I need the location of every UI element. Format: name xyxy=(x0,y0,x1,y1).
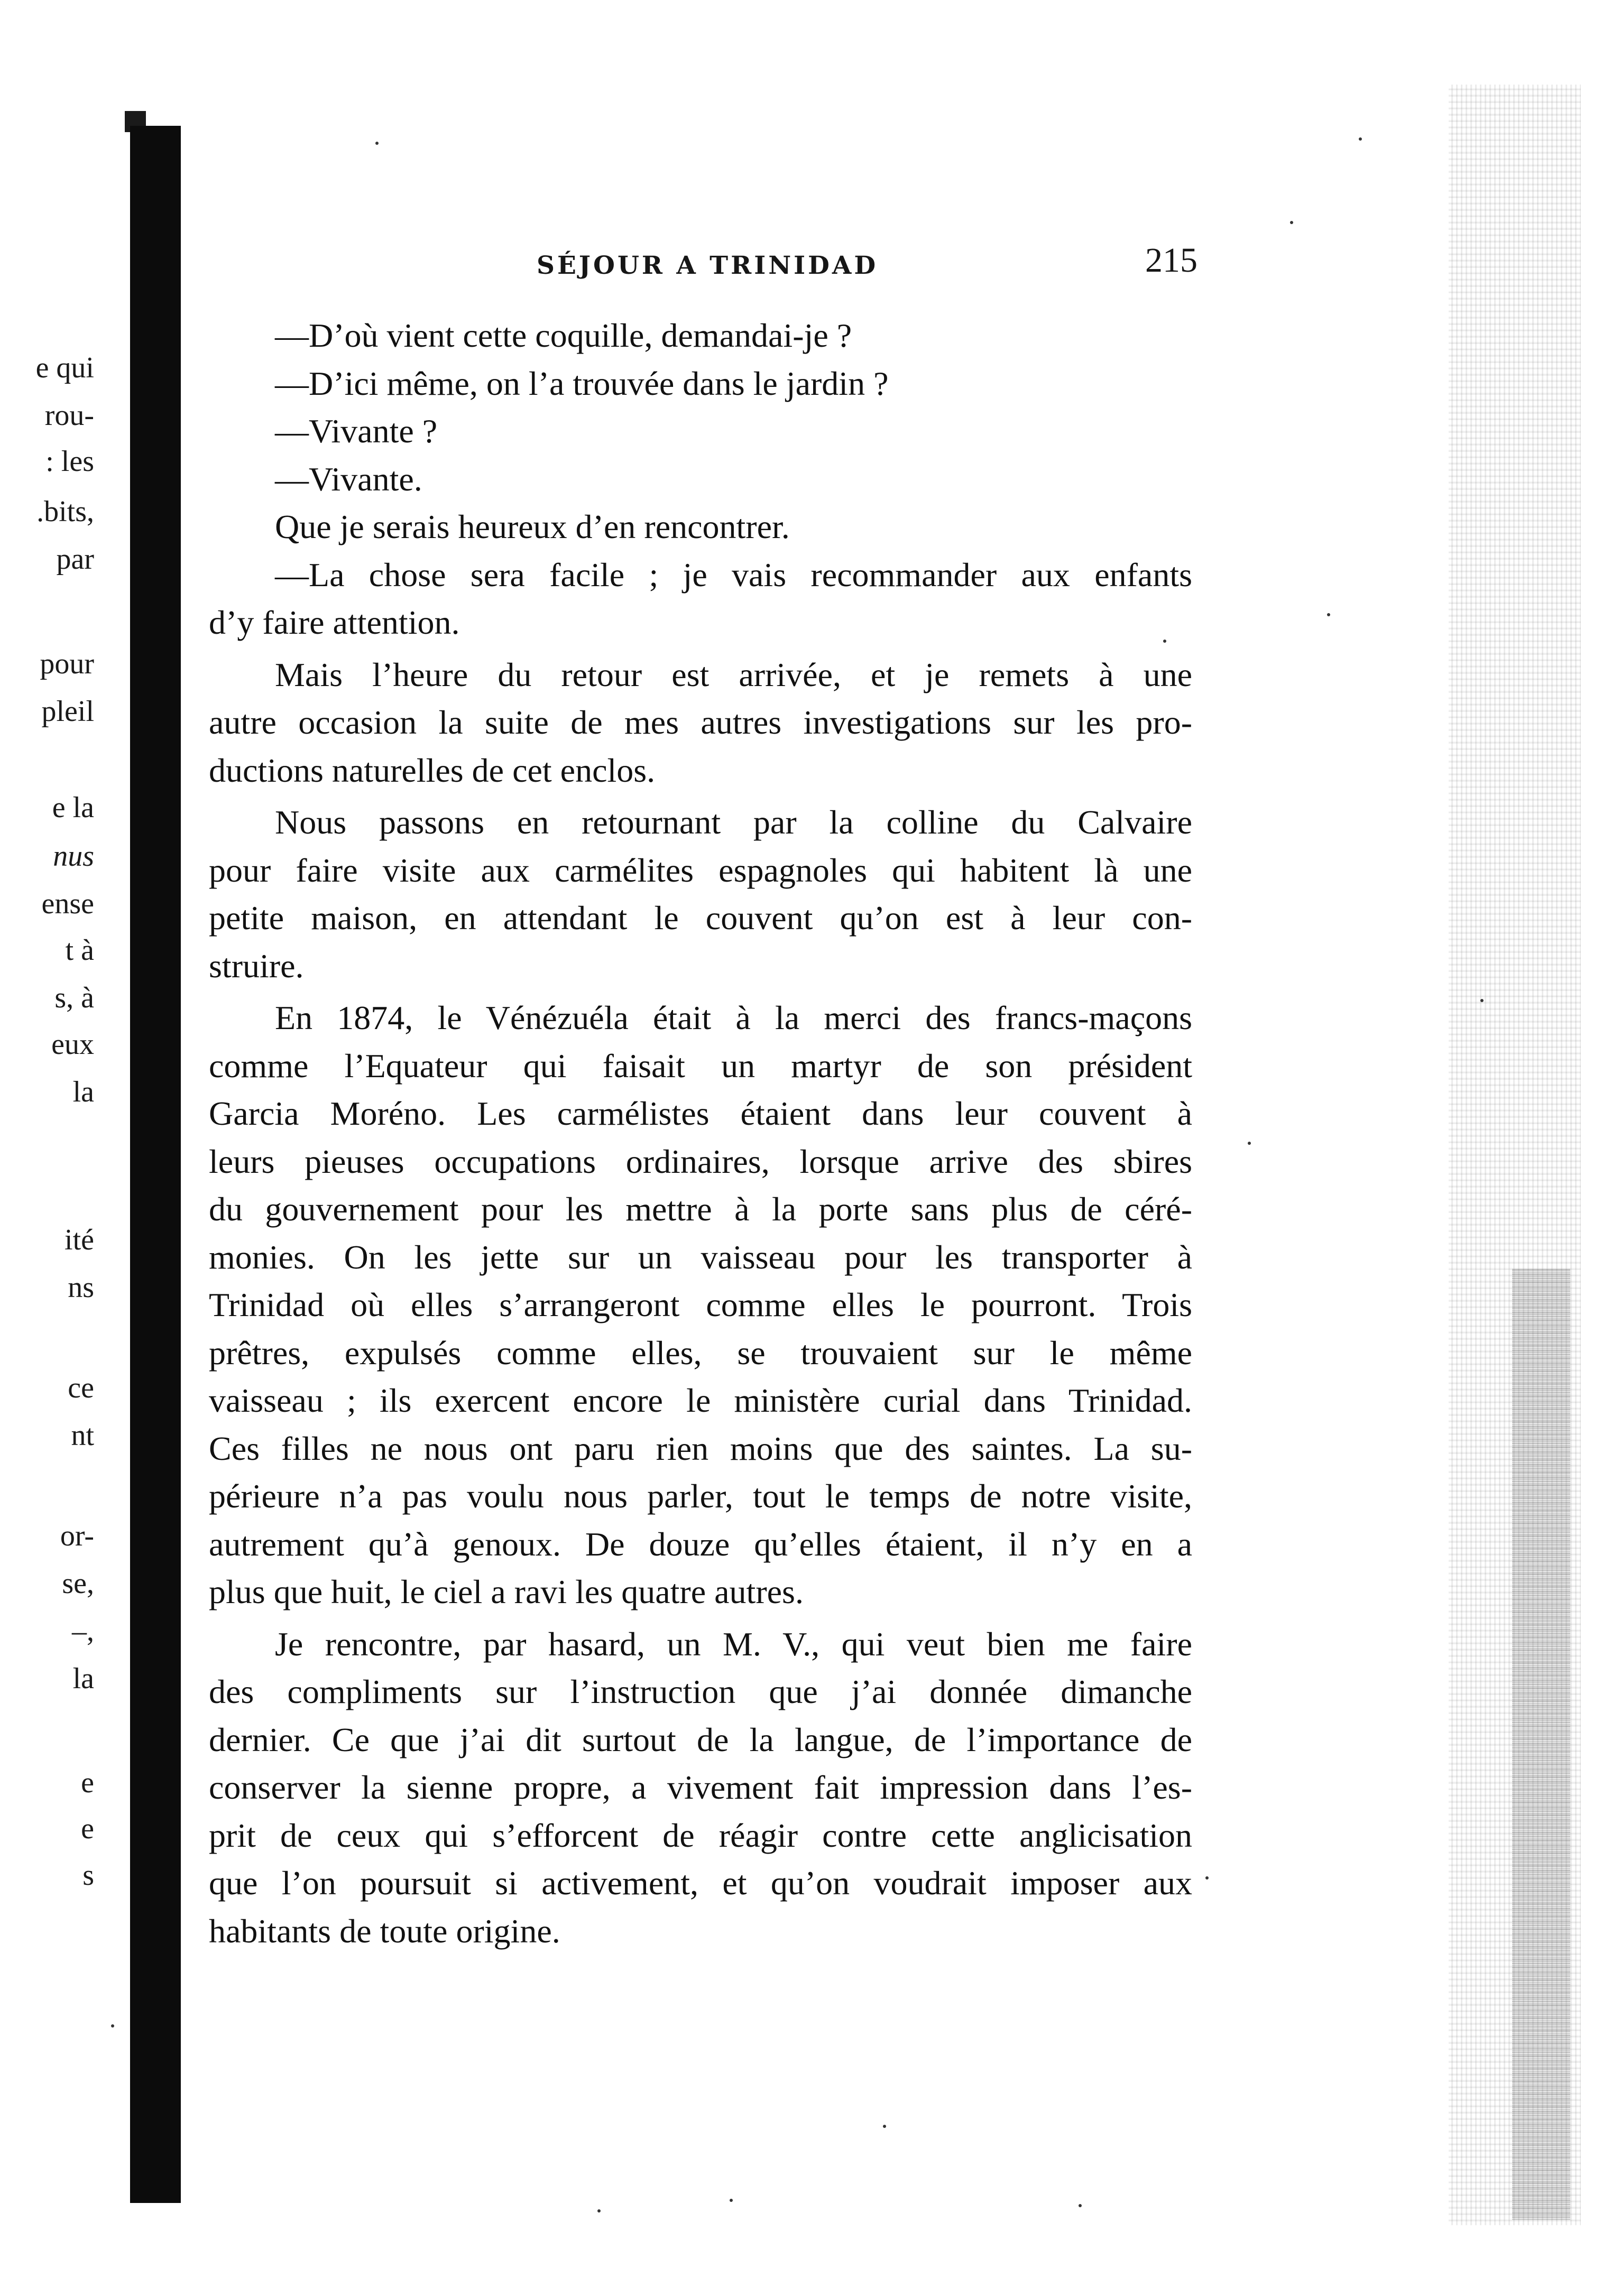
margin-fragment: pour xyxy=(40,647,94,680)
margin-fragment: par xyxy=(56,543,94,576)
margin-fragment: nt xyxy=(71,1419,94,1452)
margin-fragment: ns xyxy=(68,1271,94,1304)
page-number: 215 xyxy=(1145,241,1197,280)
text-line: d’y faire attention. xyxy=(209,604,460,641)
text-line: ductions naturelles de cet enclos. xyxy=(209,751,656,789)
margin-fragment: pleil xyxy=(41,695,94,728)
margin-fragment: la xyxy=(72,1076,94,1108)
margin-fragment: e xyxy=(81,1812,94,1845)
text-line: —D’ici même, on l’a trouvée dans le jardin ? xyxy=(275,364,889,402)
text-line: leurs pieuses occupations ordinaires, lorsque arrive des sbires xyxy=(209,1142,1192,1180)
margin-fragment: eux xyxy=(51,1028,94,1061)
margin-fragment: rou- xyxy=(44,399,94,432)
text-line: plus que huit, le ciel a ravi les quatre autres. xyxy=(209,1573,804,1610)
body-text xyxy=(209,312,1192,1955)
text-line: vaisseau ; ils exercent encore le ministère curial dans Trinidad. xyxy=(209,1382,1192,1419)
margin-fragment: .bits, xyxy=(36,495,94,528)
text-line: prêtres, expulsés comme elles, se trouvaient sur le même xyxy=(209,1334,1192,1372)
text-line: Garcia Moréno. Les carmélistes étaient dans leur couvent à xyxy=(209,1095,1192,1132)
text-line: Mais l’heure du retour est arrivée, et je remets à une xyxy=(275,655,1192,693)
margin-fragment: nus xyxy=(53,840,94,873)
text-line: En 1874, le Vénézuéla était à la merci des francs-maçons xyxy=(275,999,1192,1036)
text-line: conserver la sienne propre, a vivement fait impression dans l’es- xyxy=(209,1769,1192,1806)
page-header xyxy=(204,240,1197,288)
text-line: —Vivante ? xyxy=(275,412,438,450)
margin-fragment: s xyxy=(82,1859,94,1892)
text-line: prit de ceux qui s’efforcent de réagir contre cette anglicisation xyxy=(209,1816,1192,1854)
text-line: autre occasion la suite de mes autres investigations sur les pro- xyxy=(209,703,1192,741)
text-line: du gouvernement pour les mettre à la porte sans plus de céré- xyxy=(209,1190,1192,1228)
margin-fragment: s, à xyxy=(54,982,94,1014)
margin-fragment: t à xyxy=(65,934,94,967)
opposite-page-margin xyxy=(0,0,127,2296)
margin-fragment: or- xyxy=(60,1520,94,1552)
margin-fragment: se, xyxy=(62,1567,94,1600)
text-line: pour faire visite aux carmélites espagnoles qui habitent là une xyxy=(209,851,1192,889)
margin-fragment: la xyxy=(72,1662,94,1695)
text-line: monies. On les jette sur un vaisseau pour les transporter à xyxy=(209,1238,1192,1276)
text-line: habitants de toute origine. xyxy=(209,1912,560,1950)
margin-fragment: e qui xyxy=(35,351,94,384)
text-line: —Vivante. xyxy=(275,460,422,498)
text-line: que l’on poursuit si activement, et qu’on voudrait imposer aux xyxy=(209,1864,1192,1902)
text-line: Trinidad où elles s’arrangeront comme elles le pourront. Trois xyxy=(209,1286,1192,1323)
text-line: Je rencontre, par hasard, un M. V., qui veut bien me faire xyxy=(275,1625,1192,1663)
binding-gutter xyxy=(130,126,181,2203)
text-line: des compliments sur l’instruction que j’ai donnée dimanche xyxy=(209,1673,1192,1710)
text-line: —D’où vient cette coquille, demandai-je ? xyxy=(275,317,852,354)
margin-fragment: ité xyxy=(65,1224,94,1256)
text-line: —La chose sera facile ; je vais recommander aux enfants xyxy=(275,556,1192,594)
margin-fragment: e la xyxy=(52,791,94,824)
text-line: Ces filles ne nous ont paru rien moins que des saintes. La su- xyxy=(209,1429,1192,1467)
text-line: struire. xyxy=(209,947,304,985)
text-line: petite maison, en attendant le couvent qu’on est à leur con- xyxy=(209,899,1192,937)
margin-fragment: e xyxy=(81,1766,94,1799)
text-line: Nous passons en retournant par la colline du Calvaire xyxy=(275,803,1192,841)
text-line: comme l’Equateur qui faisait un martyr de son président xyxy=(209,1047,1192,1085)
text-line: Que je serais heureux d’en rencontrer. xyxy=(275,508,790,545)
margin-fragment: ce xyxy=(68,1372,94,1404)
running-head: SÉJOUR A TRINIDAD xyxy=(537,251,879,280)
text-line: autrement qu’à genoux. De douze qu’elles étaient, il n’y en a xyxy=(209,1525,1192,1563)
page-edge-shadow xyxy=(1512,1269,1570,2220)
margin-fragment: : les xyxy=(45,445,94,478)
margin-fragment: –, xyxy=(72,1615,94,1647)
margin-fragment: ense xyxy=(41,887,94,920)
text-line: dernier. Ce que j’ai dit surtout de la langue, de l’importance de xyxy=(209,1720,1192,1758)
text-line: périeure n’a pas voulu nous parler, tout le temps de notre visite, xyxy=(209,1477,1192,1515)
